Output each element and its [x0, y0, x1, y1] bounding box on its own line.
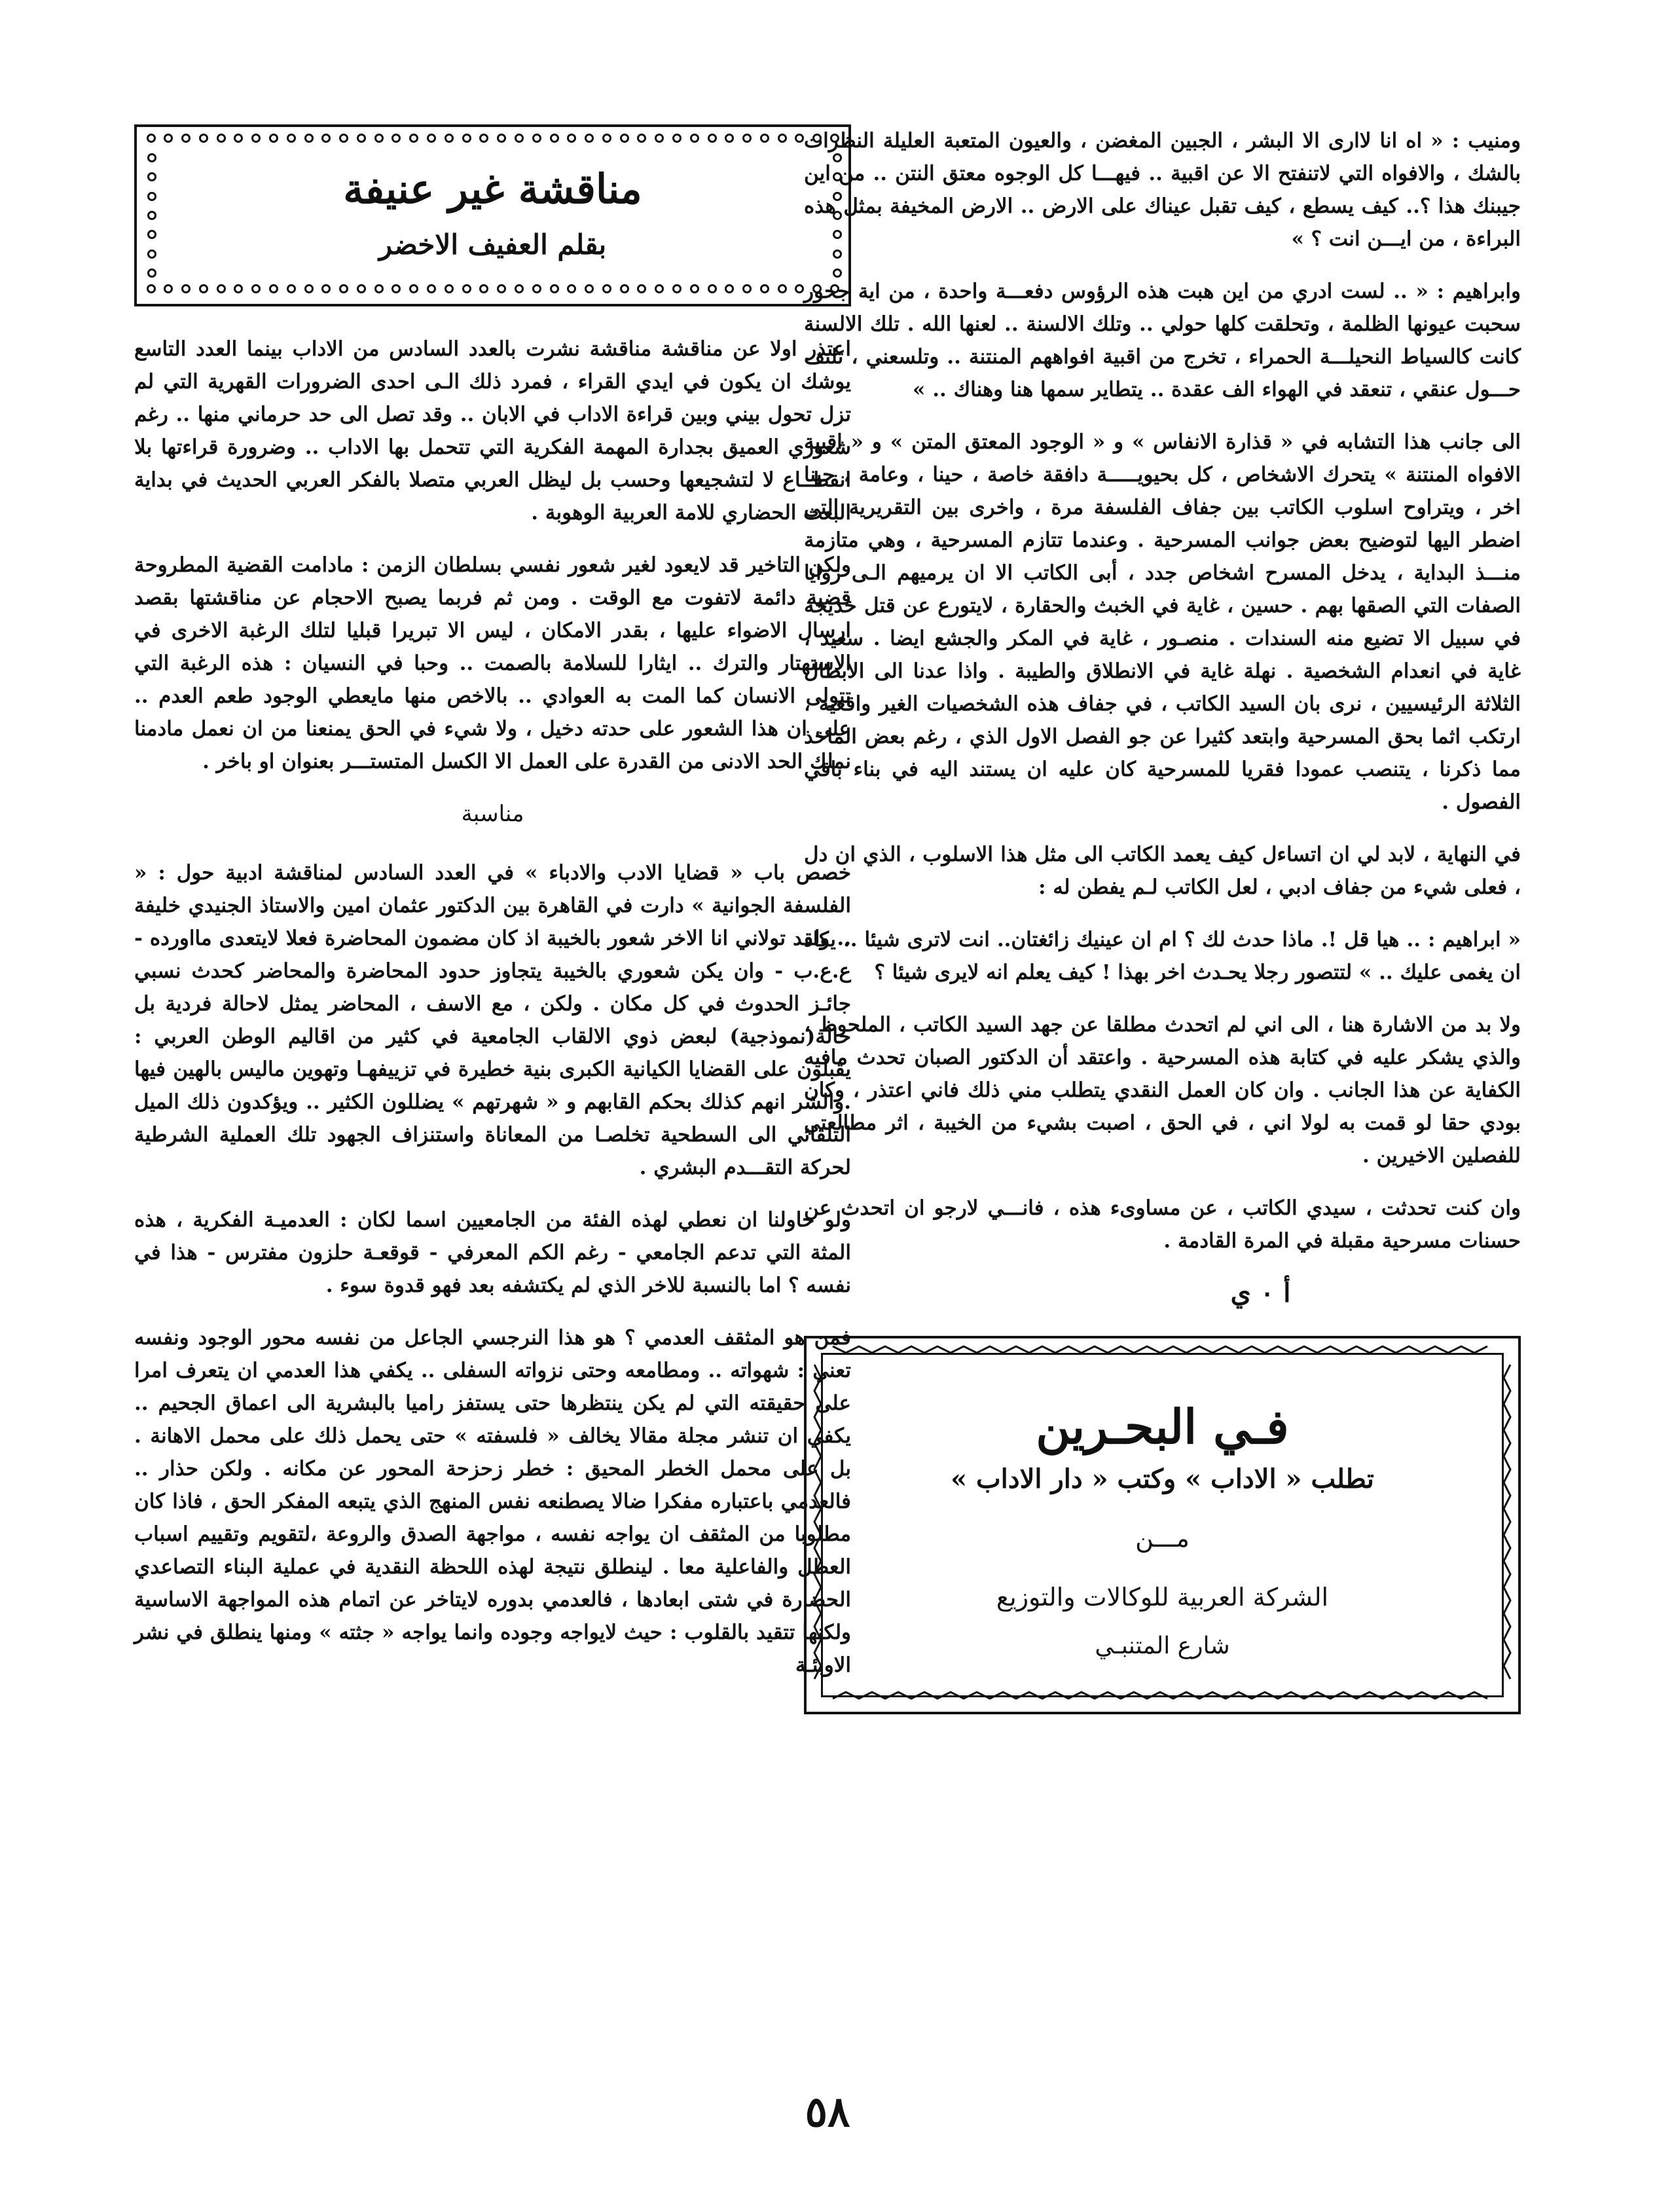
advert-street: شارع المتنبـي	[1095, 1632, 1230, 1659]
paragraph: الى جانب هذا التشابه في « قذارة الانفاس » و « الوجود المعتق المتن » و « اقبية الافواه المنتنة » يتحرك الاشخاص ، كل بحيويـــــة دافقة خاصة ، حينا ، وعامة ، حينا اخر ، ويتراوح اسلوب الكاتب بين جفاف الفلسفة مرة ، واخرى بين التقريرية التي اضطر اليها لتوضيح بعض جوانب المسرحية . وعندما تتازم المسرحية ، وهي متازمة منـــذ البداية ، يدخل المسرح اشخاص جدد ، أبى الكاتب الا ان يرميهم الـى زوايا الصفات التي الصقها بهم . حسين ، غاية في الخبث والحقارة ، لايتورع عن قتل خديجة في سبيل الا تضيع منه السندات . منصـور ، غاية في المكر والجشع ايضا . سعيد ، غاية في انعدام الشخصية . نهلة غاية في الانطلاق والطيبة . واذا عدنا الى الابطال الثلاثة الرئيسيين ، نرى بان السيد الكاتب ، في جفاف هذه الشخصيات الغير واقعية ، ارتكب اثما بحق المسرحية وابتعد كثيرا عن جو الفصل الاول الذي ، رغم بعض الماخذ مما ذكرنا ، يتنصب عمودا فقريا للمسرحية كان عليه ان يستند اليه في بناء باقي الفصول .	[804, 430, 1521, 814]
article-byline: بقلم العفيف الاخضر	[378, 229, 607, 261]
advert-box	[804, 1336, 1521, 1714]
article-title-box	[134, 124, 851, 306]
advert-subtitle: تطلب « الاداب » وكتب « دار الاداب »	[951, 1464, 1374, 1494]
paragraph: خصص باب « قضايا الادب والادباء » في العدد السادس لمناقشة ادبية حول : « الفلسفة الجوانية » دارت في القاهرة بين الدكتور عثمان امين والاستاذ الجنيدي خليفة .. ولقد تولاني انا الاخر شعور بالخيبة اذ كان مضمون المحاضرة فعلا لايتعدى مااورده - ع.ع.ب - وان يكن شعوري بالخيبة يتجاوز حدود المحاضرة والمحاضر كحدث نسبي جائـز الحدوث في كل مكان . ولكن ، مع الاسف ، المحاضر يمثل لاحالة فردية بل حالة(نموذجية) لبعض ذوي الالقاب الجامعية في كثير من اقاليم الوطن العربي : يقبلون على القضايا الكيانية الكبرى بنية خطيرة في تزييفهـا وتهوين ماليس بالهين فيها .والشر انهم كذلك بحكم القابهم و « شهرتهم » يضللون الكثير .. ويؤكدون ذلك الميل التلقائي الى السطحية تخلصـا من المعاناة واستنزاف الجهود تلك العملية الشرطية لحركة التقـــدم البشري .	[134, 861, 851, 1179]
right-column	[804, 124, 1521, 1714]
paragraph: « ابراهيم : .. هيا قل !. ماذا حدث لك ؟ ام ان عينيك زائغتان.. انت لاترى شيئا .. يكاد ان يغمى عليك .. » لتتصور رجلا يحـدث اخر بهذا ! كيف يعلم انه لايرى شيئا ؟	[804, 928, 1521, 984]
paragraph: ولكن التاخير قد لايعود لغير شعور نفسي بسلطان الزمن : مادامت القضية المطروحة قضية دائمة لاتفوت مع الوقت . ومن ثم فربما يصبح الاحجام عن مناقشتها بقصد ارسال الاضواء عليها ، بقدر الامكان ، ليس الا تبريرا قبليا لتلك الرغبة الاخرى في الاستهتار والترك .. ايثارا للسلامة بالصمت .. وحبا في النسيان : هذه الرغبة التي تتولى الانسان كما المت به العوادي .. بالاخص منها مايعطي الوجود طعم العدم .. على ان هذا الشعور على حدته دخيل ، ولا شيء في الحق يمنعنا من ان نعمل مادمنا نملك الحد الادنى من القدرة على العمل الا الكسل المتستـــر بعنوان او باخر .	[134, 553, 851, 773]
paragraph: وابراهيم : « .. لست ادري من اين هبت هذه الرؤوس دفعـــة واحدة ، من اية جحور سحبت عيونها الظلمة ، وتحلقت كلها حولي .. وتلك الالسنة .. لعنها الله . تلك الالسنة كانت كالسياط النحيلـــة الحمراء ، تخرج من اقبية افواههم المنتنة .. وتلسعني ، تلتف حـــول عنقي ، تنعقد في الهواء الف عقدة .. يتطاير سمها هنا وهناك .. »	[804, 280, 1521, 401]
paragraph: ولو حاولنا ان نعطي لهذه الفئة من الجامعيين اسما لكان : العدميـة الفكرية ، هذه المثة التي تدعم الجامعي - رغم الكم المعرفي - قوقعـة حلزون مفترس - هذا في نفسه ؟ اما بالنسبة للاخر الذي لم يكتشفه بعد فهو قدوة سوء .	[134, 1208, 851, 1297]
advert-company: الشركة العربية للوكالات والتوزيع	[996, 1583, 1329, 1612]
paragraph: اعتذر اولا عن مناقشة مناقشة نشرت بالعدد السادس من الاداب بينما العدد التاسع يوشك ان يكون في ايدي القراء ، فمرد ذلك الـى احدى الضرورات القهرية التي لم تزل تحول بيني وبين قراءة الاداب في الابان .. وقد تصل الى حد حرماني منها .. رغم شعوري العميق بجدارة المهمة الفكرية التي تتحمل بها الاداب .. وضرورة قراءتها بلا انقطــاع لا لتشجيعها وحسب بل ليظل العربي متصلا بالفكر العربي الحديث في بداية البعث الحضاري للامة العربية الوهوبة .	[134, 337, 851, 525]
paragraph: في النهاية ، لابد لي ان اتساءل كيف يعمد الكاتب الى مثل هذا الاسلوب ، الذي ان دل ، فعلى شيء من جفاف ادبي ، لعل الكاتب لـم يفطن له :	[804, 843, 1521, 899]
page-number: ٥٨	[805, 2088, 850, 2137]
advert-title: فـي البحـرين	[1036, 1399, 1289, 1454]
ornament-chain	[137, 134, 848, 147]
author-signature: أ ٠ ي	[1230, 1278, 1291, 1308]
advert-from: مـــن	[1135, 1524, 1190, 1553]
paragraph: ومنيب : « اه انا لاارى الا البشر ، الجبين المغضن ، والعيون المتعبة العليلة النظرات بالشك ، والافواه التي لاتنفتح الا عن اقبية .. فيهـــا كل الوجوه معتق النتن .. من اين جيبنك هذا ؟.. كيف يسطع ، كيف تقبل عيناك على الارض .. الارض المخيفة بمثل هذه البراءة ، من ايـــن انت ؟ »	[804, 129, 1521, 251]
article-title: مناقشة غير عنيفة	[343, 165, 642, 213]
section-heading: مناسبة	[461, 801, 524, 827]
paragraph: وان كنت تحدثت ، سيدي الكاتب ، عن مساوىء هذه ، فانـــي لارجو ان اتحدث عن حسنات مسرحية مقبلة في المرة القادمة .	[804, 1196, 1521, 1253]
paragraph: ولا بد من الاشارة هنا ، الى اني لم اتحدث مطلقا عن جهد السيد الكاتب ، الملحوظ ، والذي يشكر عليه في كتابة هذه المسرحية . واعتقد أن الدكتور الصبان تحدث مافيه الكفاية عن هذا الجانب . وان كان العمل النقدي يتطلب مني ذلك فاني اعتذر ، وكان بودي حقا لو قمت به لولا اني ، في الحق ، اصبت بشيء من الخيبة ، اثر مطالعتي للفصلين الاخيرين .	[804, 1013, 1521, 1168]
left-column	[134, 124, 851, 1701]
ornament-chain	[137, 284, 848, 297]
paragraph: فمن هو المثقف العدمي ؟ هو هذا النرجسي الجاعل من نفسه محور الوجود ونفسه تعني : شهواته .. ومطامعه وحتى نزواته السفلى .. يكفي هذا العدمي ان يتعرف امرا على حقيقته التي لم يكن ينتظرها حتى يستفز راميا بالبشرية الى اعماق الجحيم .. يكفي ان تنشر مجلة مقالا يخالف « فلسفته » حتى يحمل ذلك على محمل الاهانة . بل على محمل الخطر المحيق : خطر زحزحة المحور عن مكانه . ولكن حذار .. فالعدمي باعتباره مفكرا ضالا يصطنعه نفس المنهج الذي يتبعه المفكر الحق ، فاذا كان مطلوبا من المثقف ان يواجه نفسه ، مواجهة الصدق والروعة ،لتقويم وتقييم اسباب العطل والفاعلية معا . لينطلق نتيجة لهذه اللحظة النقدية في عملية البناء التصاعدي الحضارة في شتى ابعادها ، فالعدمي بدوره لايتاخر عن اتمام هذه المواجهة الاساسية ولكنها تتقيد بالقلوب : حيث لايواجه وجوده وانما يواجه « جثته » ومنها ينطلق في نشر الاوبئـة	[134, 1326, 851, 1677]
